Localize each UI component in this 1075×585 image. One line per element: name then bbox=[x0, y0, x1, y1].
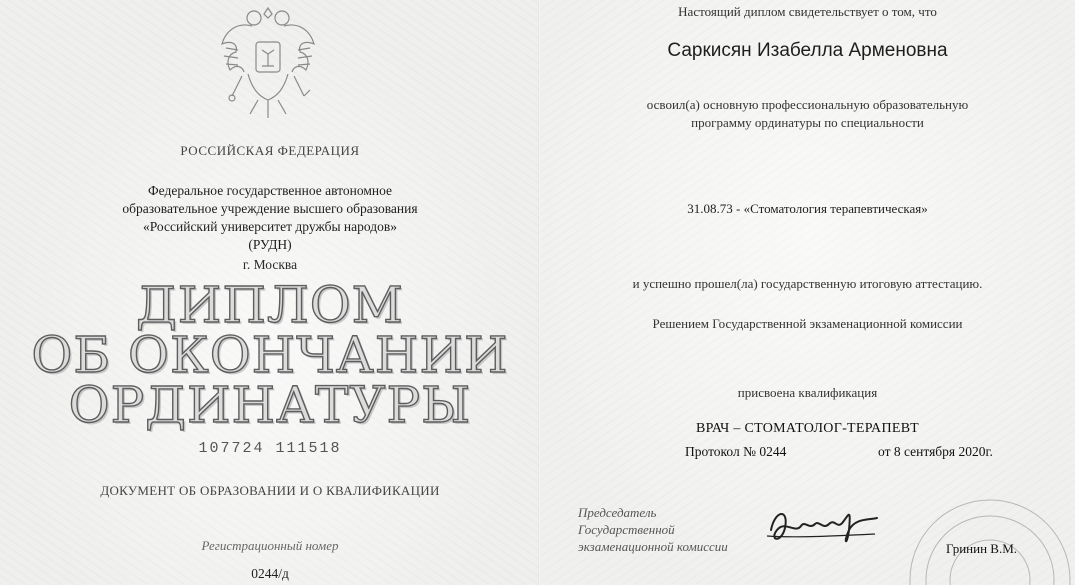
program-line-1: освоил(а) основную профессиональную образовательную bbox=[646, 97, 969, 112]
graduate-name: Саркисян Изабелла Арменовна bbox=[667, 40, 948, 61]
attestation-text: и успешно прошел(ла) государственную итоговую аттестацию. bbox=[632, 276, 983, 291]
intro-text: Настоящий диплом свидетельствует о том, что bbox=[678, 4, 937, 19]
chair-line-2: Государственной bbox=[578, 522, 675, 537]
title-line-2: ОБ ОКОНЧАНИИ bbox=[31, 326, 509, 384]
diploma-serial-number: 107724 111518 bbox=[198, 440, 342, 457]
institution-line-1: Федеральное государственное автономное bbox=[147, 183, 392, 198]
qualification: ВРАЧ – СТОМАТОЛОГ-ТЕРАПЕВТ bbox=[695, 421, 920, 436]
title-line-1: ДИПЛОМ bbox=[136, 276, 404, 334]
program-line-2: программу ординатуры по специальности bbox=[691, 115, 924, 130]
signature-icon bbox=[765, 500, 885, 550]
protocol-date: от 8 сентября 2020г. bbox=[878, 444, 993, 459]
registration-number: 0244/д bbox=[251, 566, 289, 581]
seal-stamp-icon bbox=[880, 470, 1075, 585]
signer-name: Гринин В.М. bbox=[946, 541, 1018, 556]
title-line-3: ОРДИНАТУРЫ bbox=[68, 376, 472, 434]
city: г. Москва bbox=[242, 257, 298, 272]
chair-line-1: Председатель bbox=[578, 505, 657, 520]
document-type: ДОКУМЕНТ ОБ ОБРАЗОВАНИИ И О КВАЛИФИКАЦИИ bbox=[100, 483, 440, 498]
registration-label: Регистрационный номер bbox=[201, 538, 339, 553]
institution-line-4: (РУДН) bbox=[248, 237, 292, 252]
institution-line-3: «Российский университет дружбы народов» bbox=[143, 219, 397, 234]
specialty: 31.08.73 - «Стоматология терапевтическая» bbox=[687, 201, 928, 216]
country-name: РОССИЙСКАЯ ФЕДЕРАЦИЯ bbox=[180, 143, 360, 158]
protocol-number: Протокол № 0244 bbox=[685, 444, 787, 459]
coat-of-arms-icon bbox=[218, 4, 318, 124]
institution-line-2: образовательное учреждение высшего образования bbox=[122, 201, 418, 216]
chair-line-3: экзаменационной комиссии bbox=[578, 539, 728, 554]
commission-text: Решением Государственной экзаменационной комиссии bbox=[652, 316, 963, 331]
diploma-content-page bbox=[540, 0, 1075, 585]
qualification-label: присвоена квалификация bbox=[737, 385, 878, 400]
